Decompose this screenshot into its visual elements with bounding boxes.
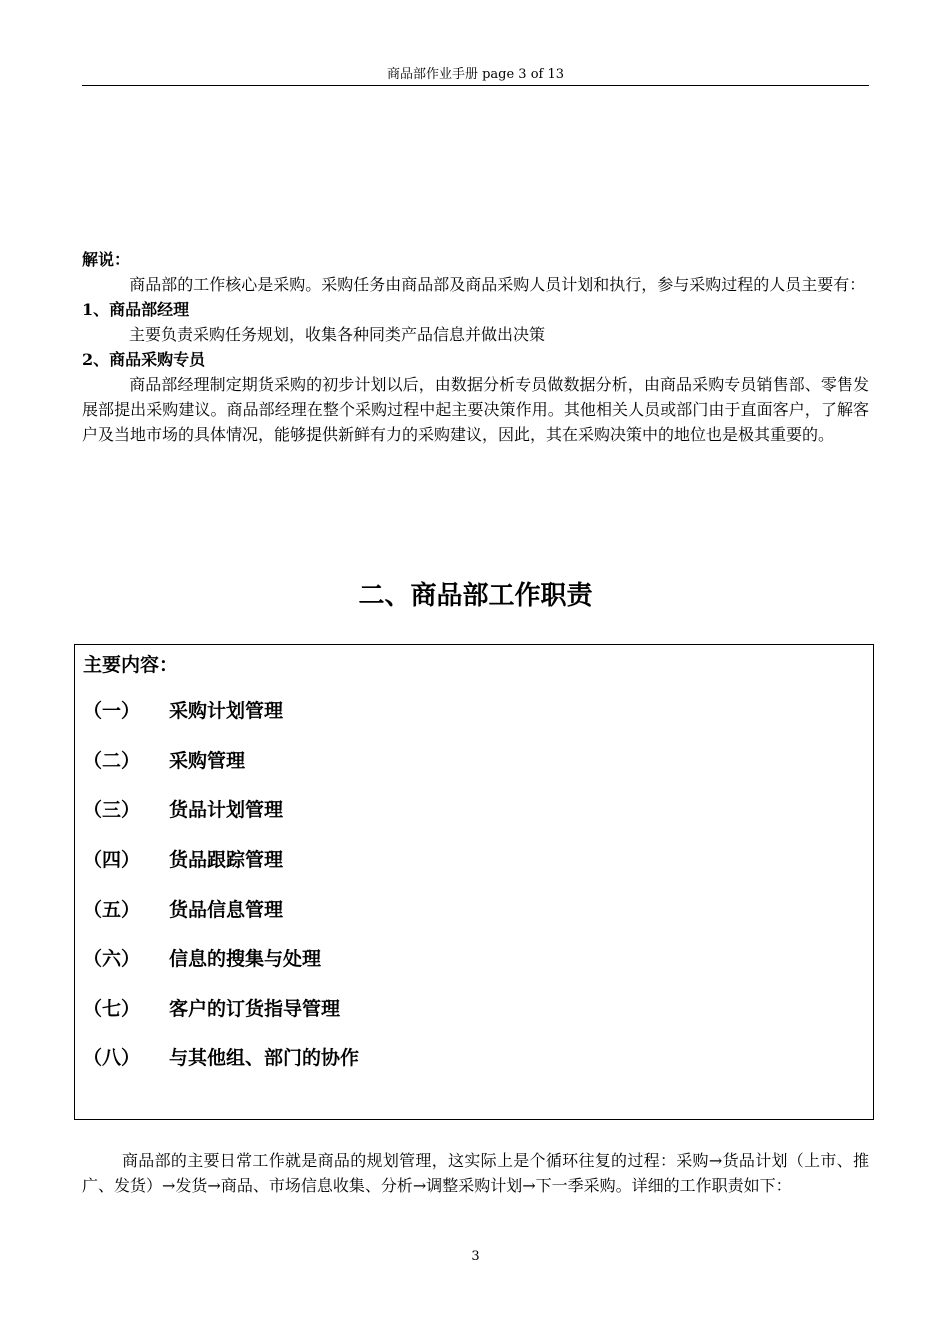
summary-item-number: （八） bbox=[83, 1047, 141, 1069]
summary-item-label: 货品跟踪管理 bbox=[169, 849, 284, 871]
summary-item bbox=[83, 896, 283, 924]
summary-heading: 主要内容： bbox=[83, 654, 179, 676]
summary-item bbox=[83, 945, 321, 973]
summary-item-number: （六） bbox=[83, 948, 141, 970]
summary-item-number: （三） bbox=[83, 799, 141, 821]
page-header: 商品部作业手册 page 3 of 13 bbox=[386, 67, 565, 82]
summary-box bbox=[74, 644, 874, 1120]
role-title-purchaser: 2、商品采购专员 bbox=[82, 350, 206, 369]
header-rule bbox=[82, 85, 869, 86]
role-title-manager: 1、商品部经理 bbox=[82, 300, 190, 319]
summary-item-label: 货品计划管理 bbox=[169, 799, 284, 821]
summary-item bbox=[83, 1044, 359, 1072]
summary-item-label: 采购管理 bbox=[169, 750, 246, 772]
section-title: 二、商品部工作职责 bbox=[358, 581, 593, 611]
summary-item bbox=[83, 846, 283, 874]
summary-item-label: 货品信息管理 bbox=[169, 899, 284, 921]
summary-item-number: （四） bbox=[83, 849, 141, 871]
summary-item-number: （一） bbox=[83, 700, 141, 722]
explanation-intro: 商品部的工作核心是采购。采购任务由商品部及商品采购人员计划和执行，参与采购过程的人员主要有： bbox=[129, 275, 866, 294]
summary-item bbox=[83, 697, 283, 725]
explanation-section bbox=[82, 247, 869, 447]
summary-item-label: 客户的订货指导管理 bbox=[169, 998, 341, 1020]
summary-item-label: 信息的搜集与处理 bbox=[169, 948, 322, 970]
summary-item-number: （七） bbox=[83, 998, 141, 1020]
summary-item bbox=[83, 796, 283, 824]
summary-item-number: （二） bbox=[83, 750, 141, 772]
summary-item-label: 与其他组、部门的协作 bbox=[169, 1047, 360, 1069]
closing-text: 商品部的主要日常工作就是商品的规划管理，这实际上是个循环往复的过程：采购→货品计划（上市、推广、发货）→发货→商品、市场信息收集、分析→调整采购计划→下一季采购。详细的工作职责如下： bbox=[82, 1151, 869, 1195]
role-desc-purchaser: 商品部经理制定期货采购的初步计划以后，由数据分析专员做数据分析，由商品采购专员销售部、零售发展部提出采购建议。商品部经理在整个采购过程中起主要决策作用。其他相关人员或部门由于直面客户，了解客户及当地市场的具体情况，能够提供新鲜有力的采购建议，因此，其在采购决策中的地位也是极其重要的。 bbox=[82, 375, 869, 444]
summary-item-label: 采购计划管理 bbox=[169, 700, 284, 722]
summary-item bbox=[83, 747, 245, 775]
page-number: 3 bbox=[471, 1249, 480, 1264]
summary-item bbox=[83, 995, 340, 1023]
closing-paragraph bbox=[82, 1148, 869, 1198]
explanation-label: 解说： bbox=[82, 250, 131, 269]
role-desc-manager: 主要负责采购任务规划，收集各种同类产品信息并做出决策 bbox=[129, 325, 546, 344]
summary-item-number: （五） bbox=[83, 899, 141, 921]
